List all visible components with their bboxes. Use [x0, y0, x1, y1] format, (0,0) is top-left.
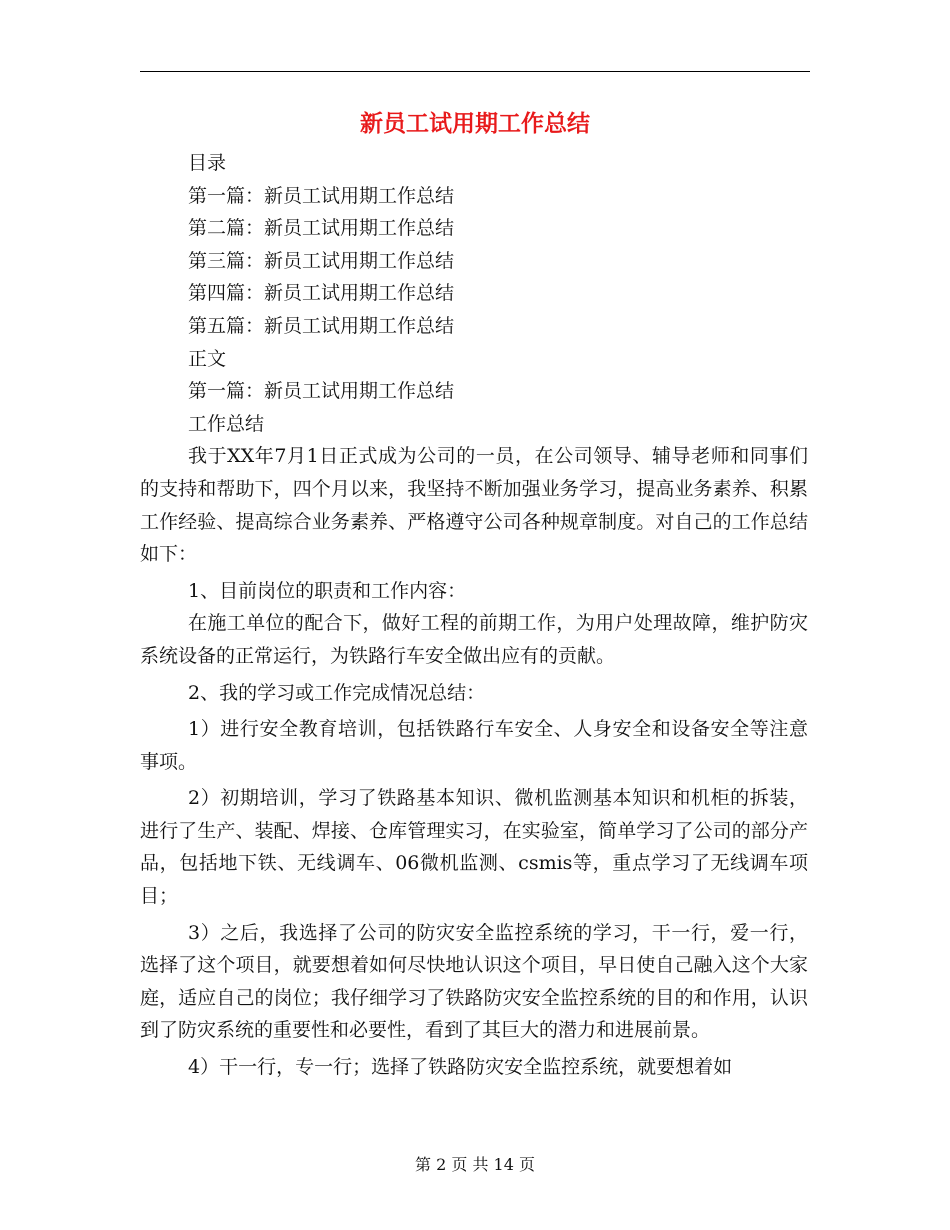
- subsection-title: 工作总结: [188, 412, 265, 435]
- toc-item: 第四篇：新员工试用期工作总结: [188, 282, 455, 305]
- page-title: 新员工试用期工作总结: [360, 110, 590, 137]
- paragraph: 4）干一行，专一行；选择了铁路防灾安全监控系统，就要想着如: [188, 1056, 733, 1079]
- toc-item: 第三篇：新员工试用期工作总结: [188, 249, 455, 272]
- paragraph: 3）之后，我选择了公司的防灾安全监控系统的学习，干一行，爱一行，选择了这个项目，就要想着如何尽快地认识这个项目，早日使自己融入这个大家庭，适应自己的岗位；我仔细学习了铁路防灾安全监控系统的目的和作用，认识到了防灾系统的重要性和必要性，看到了其巨大的潜力和进展前景。: [140, 921, 808, 1042]
- paragraph: 1）进行安全教育培训，包括铁路行车安全、人身安全和设备安全等注意事项。: [140, 718, 808, 773]
- toc-heading: 目录: [188, 152, 227, 174]
- paragraph: 2、我的学习或工作完成情况总结：: [188, 681, 486, 704]
- toc-item: 第五篇：新员工试用期工作总结: [188, 314, 455, 337]
- paragraph: 2）初期培训，学习了铁路基本知识、微机监测基本知识和机柜的拆装，进行了生产、装配、焊接、仓库管理实习，在实验室，简单学习了公司的部分产品，包括地下铁、无线调车、06微机监测、csmis等，重点学习了无线调车项目；: [140, 787, 808, 908]
- section-title: 第一篇：新员工试用期工作总结: [188, 380, 455, 403]
- toc-item: 第二篇：新员工试用期工作总结: [188, 217, 455, 240]
- document-body: [140, 147, 808, 1084]
- paragraph: 在施工单位的配合下，做好工程的前期工作，为用户处理故障，维护防灾系统设备的正常运行，为铁路行车安全做出应有的贡献。: [140, 612, 808, 667]
- header-rule: [140, 71, 810, 72]
- toc-item: 第一篇：新员工试用期工作总结: [188, 184, 455, 207]
- paragraph: 我于XX年7月1日正式成为公司的一员，在公司领导、辅导老师和同事们的支持和帮助下，四个月以来，我坚持不断加强业务学习，提高业务素养、积累工作经验、提高综合业务素养、严格遵守公司各种规章制度。对自己的工作总结如下：: [140, 445, 808, 566]
- body-heading: 正文: [188, 347, 227, 370]
- paragraph: 1、目前岗位的职责和工作内容：: [188, 579, 467, 602]
- page-number: 第 2 页 共 14 页: [415, 1155, 535, 1174]
